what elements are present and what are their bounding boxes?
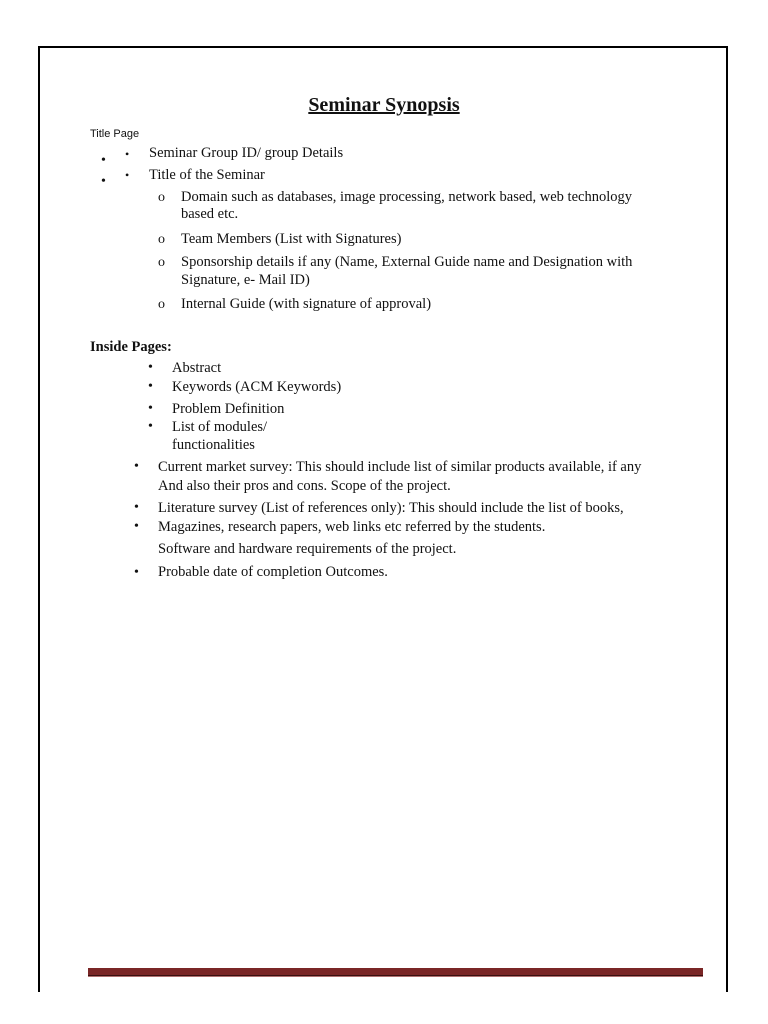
list-item: List of modules/ [172, 419, 268, 435]
list-item: based etc. [181, 206, 239, 222]
footer-rule [88, 968, 703, 976]
circle-bullet-icon: o [158, 190, 165, 205]
bullet-icon: • [101, 174, 106, 189]
list-item: Probable date of completion Outcomes. [158, 564, 388, 580]
list-item: And also their pros and cons. Scope of the project. [158, 478, 451, 494]
list-item: Signature, e- Mail ID) [181, 272, 310, 288]
bullet-icon: • [148, 401, 153, 416]
section-heading: Inside Pages: [90, 339, 172, 355]
list-item: functionalities [172, 437, 255, 453]
list-item: Sponsorship details if any (Name, External Guide name and Designation with [181, 254, 633, 270]
bullet-icon: • [134, 459, 139, 474]
bullet-icon: • [134, 500, 139, 515]
circle-bullet-icon: o [158, 255, 165, 270]
list-item: Current market survey: This should include list of similar products available, if any [158, 459, 642, 475]
list-item: Problem Definition [172, 401, 285, 417]
circle-bullet-icon: o [158, 297, 165, 312]
list-item: Software and hardware requirements of the project. [158, 541, 457, 557]
bullet-icon: • [134, 565, 139, 580]
title-page-label: Title Page [90, 128, 140, 140]
bullet-icon: • [125, 168, 130, 182]
circle-bullet-icon: o [158, 232, 165, 247]
bullet-icon: • [101, 153, 106, 168]
bullet-icon: • [148, 379, 153, 394]
list-item: Keywords (ACM Keywords) [172, 379, 342, 395]
bullet-icon: • [125, 147, 130, 161]
footer-rule-shadow [88, 976, 703, 977]
list-item: Internal Guide (with signature of approval) [181, 296, 432, 312]
list-item: Seminar Group ID/ group Details [149, 145, 344, 161]
bullet-icon: • [134, 519, 139, 534]
list-item: Literature survey (List of references only): This should include the list of books, [158, 500, 624, 516]
list-item: Abstract [172, 360, 222, 376]
list-item: Domain such as databases, image processing, network based, web technology [181, 189, 632, 205]
document-title: Seminar Synopsis [308, 94, 460, 116]
list-item: Title of the Seminar [149, 167, 265, 183]
list-item: Team Members (List with Signatures) [181, 231, 402, 247]
bullet-icon: • [148, 419, 153, 434]
bullet-icon: • [148, 360, 153, 375]
list-item: Magazines, research papers, web links etc referred by the students. [158, 519, 546, 535]
